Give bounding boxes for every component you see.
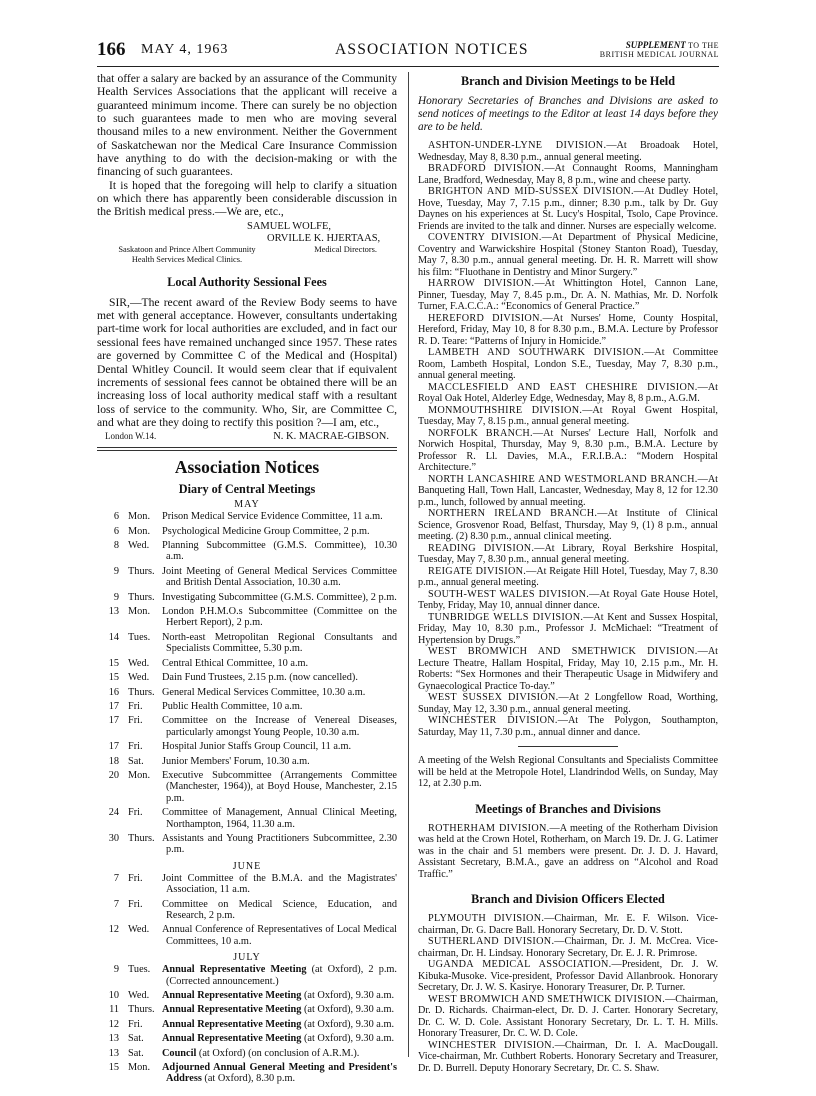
meeting-report-name: ROTHERHAM DIVISION. [428,822,550,834]
letter2-heading: Local Authority Sessional Fees [167,274,327,289]
meeting-event [162,964,397,990]
meeting-row [97,964,397,990]
branch-meeting-name: SOUTH-WEST WALES DIVISION. [428,588,590,600]
meeting-weekday: Thurs. [128,832,155,844]
meeting-event: Committee on the Increase of Venereal Diseases, particularly amongst Young People, 10.30 a.m. [162,715,397,738]
meeting-weekday: Thurs. [128,565,155,577]
meeting-weekday: Mon. [128,769,151,781]
meeting-row [97,672,397,686]
meeting-row [97,606,397,632]
meeting-event: General Medical Services Committee, 10.30 a.m. [162,686,366,698]
branch-meeting-name: READING DIVISION. [428,542,535,554]
meeting-event [162,990,397,1004]
meeting-weekday: Wed. [128,657,150,669]
letter2-body: SIR,—The recent award of the Review Body seems to have met with general acceptance. However, consultants undertaking part-time work for local authorities are excluded, and in fact our sessional fees have remained unchanged since 1957. These rates are governed by Committee C of the Medical and (Hospital) Dental Whitley Council. It would seem clear that if equivalent increments of sessional fees cannot be obtained there will be an increasing loss of local authority medical staff with a resultant loss of service to the community. Who, Sir, are Committee C, and what are they doing to rectify this position ?—I am, etc., [97,295,397,429]
branch-meeting [418,347,718,382]
meeting-row [97,1033,397,1047]
meeting-event: Joint Committee of the B.M.A. and the Magistrates' Association, 11 a.m. [162,872,397,896]
branch-meeting-name: LAMBETH AND SOUTHWARK DIVISION. [428,347,645,358]
meeting-weekday: Thurs. [128,591,155,603]
meeting-day: 8 [113,540,119,552]
branch-meetings-heading: Branch and Division Meetings to be Held [461,74,675,88]
meeting-event: Prison Medical Service Evidence Committee, 11 a.m. [162,511,383,523]
meeting-row [97,807,397,833]
meeting-event-detail: (at Oxford), 9.30 a.m. [301,1004,395,1016]
officers-entry [418,913,718,936]
meeting-weekday: Mon. [128,1062,151,1074]
officers-entry [418,936,718,959]
branch-meeting [418,474,718,509]
meeting-day: 15 [108,672,119,684]
meeting-event [162,1033,397,1047]
meeting-day: 7 [113,898,119,910]
meeting-row [97,701,397,715]
meeting-day: 11 [109,1004,119,1016]
short-rule [518,746,618,747]
affiliation-line-1: Saskatoon and Prince Albert Community [118,244,256,254]
affiliation-line-2: Health Services Medical Clinics. [131,254,243,264]
meeting-weekday: Tues. [128,964,151,976]
right-column [418,72,718,1074]
meeting-day: 16 [108,686,119,698]
meeting-row [97,990,397,1004]
meeting-event-detail: (at Oxford), 9.30 a.m. [301,990,395,1002]
meeting-event: Executive Subcommittee (Arrangements Committee (Manchester, 1964)), at Boyd House, Manchester, 2.15 p.m. [162,769,397,804]
affiliation-block [97,245,397,265]
meeting-weekday: Sat. [128,1033,144,1045]
meeting-day: 17 [108,741,119,753]
branch-meeting [418,186,718,232]
meeting-event: Investigating Subcommittee (G.M.S. Committee), 2 p.m. [162,591,397,603]
meeting-row [97,924,397,950]
meeting-day: 10 [108,990,119,1002]
june-meetings-table [97,873,397,950]
officers-entry [418,994,718,1040]
branch-meeting-name: WEST SUSSEX DIVISION. [428,692,559,703]
welsh-notice: A meeting of the Welsh Regional Consultants and Specialists Committee will be held at the Metropole Hotel, Llandrindod Wells, on Sunday, May 12, at 2.30 p.m. [418,755,718,789]
letter2-place: London W.14. [105,431,157,442]
branch-meeting-text: —At Royal Gate House Hotel, Tenby, Friday, May 10, annual dinner dance. [418,588,718,611]
signer-1: SAMUEL WOLFE, [247,220,331,232]
branch-meeting [418,140,718,163]
month-july: JULY [233,952,261,964]
page-header [97,40,719,67]
diary-heading: Diary of Central Meetings [178,482,316,497]
branch-meeting-text: —At Institute of Clinical Science, Grosvenor Road, Belfast, Thursday, May 9, (1) 8 p.m., annual meeting. (2) 8.30 p.m., annual clinical meeting. [418,508,718,542]
meeting-weekday: Mon. [128,606,151,618]
officers-entry-text: —Chairman, Mr. E. F. Wilson. Vice-chairman, Dr. G. Dacre Ball. Honorary Secretary, Dr. D. V. Stott. [418,913,719,936]
letter2-signer: N. K. MACRAE-GIBSON. [273,431,389,443]
meeting-event-bold: Annual Representative Meeting [162,990,302,1002]
journal-name: BRITISH MEDICAL JOURNAL [599,50,719,59]
meeting-day: 14 [108,631,119,643]
branch-meeting-name: HARROW DIVISION. [428,278,535,289]
meeting-row [97,899,397,925]
meeting-event: Dain Fund Trustees, 2.15 p.m. (now cancelled). [162,672,358,684]
officers-heading: Branch and Division Officers Elected [471,892,665,906]
meeting-day: 13 [108,606,119,618]
meeting-day: 13 [108,1033,119,1045]
meeting-event-detail: (at Oxford), 8.30 p.m. [201,1073,296,1085]
meeting-day: 7 [113,872,119,884]
letter1-para1: that offer a salary are backed by an assurance of the Community Health Services Associations that the applicant will receive a guaranteed minimum income. There can surely be no objection to such guarantees made to men who are moving several thousand miles to a new environment. Neither the Government of Saskatchewan nor the Medical Care Insurance Commission have anything to do with the decision-making or with the financing of such guarantees. [97,72,397,179]
meeting-row [97,1019,397,1033]
divider [97,447,397,451]
meeting-row [97,770,397,807]
branch-meeting-text: —At Whittington Hotel, Cannon Lane, Pinner, Tuesday, May 7, 8.45 p.m., Dr. A. N. Mathias, Mr. D. Norfolk Turner, F.A.C.C.A.: “Economics of General Practice.” [418,278,718,312]
branch-meeting-text: —At Nurses' Lecture Hall, Norfolk and Norwich Hospital, Thursday, May 9, 8.30 p.m., B.M.A. Lecture by Professor R. Ll. Davies, M.A., F.R.I.B.A.: “Modern Hospital Architecture.” [418,427,718,473]
meeting-row [97,1048,397,1062]
meeting-weekday: Wed. [128,990,150,1002]
branch-meeting-name: NORTH LANCASHIRE AND WESTMORLAND BRANCH. [428,473,698,485]
branch-meeting-text: —At The Polygon, Southampton, Saturday, May 11, 7.30 p.m., annual dinner and dance. [418,715,718,738]
branch-meeting [418,313,718,348]
letter1-para2: It is hoped that the foregoing will help to clarify a situation on which there has apparently been considerable discussion in the British medical press.—We are, etc., [97,178,397,219]
branch-meeting-text: —At Department of Physical Medicine, Coventry and Warwickshire Hospital (Stoney Stanton Road), Tuesday, May 7, 8.30 p.m., annual general meeting. Dr. H. R. Marrett will show his film: “Fluothane in Dentistry and Minor Surgery.” [418,232,718,278]
meeting-weekday: Tues. [128,631,151,643]
meeting-day: 12 [108,1018,119,1030]
branch-meetings-intro: Honorary Secretaries of Branches and Divisions are asked to send notices of meetings to the Editor at least 14 days before they are to be held. [418,95,718,133]
meeting-row [97,756,397,770]
meeting-row [97,1062,397,1088]
meeting-row [97,715,397,741]
journal-supplement-label [600,41,719,59]
meeting-day: 15 [108,657,119,669]
officers-entry-name: WEST BROMWICH AND SMETHWICK DIVISION. [428,993,666,1005]
branch-meeting-name: WINCHESTER DIVISION. [428,715,558,726]
branch-meeting-name: NORTHERN IRELAND BRANCH. [428,508,598,519]
association-notices-heading: Association Notices [174,457,320,478]
meeting-row [97,873,397,899]
branch-meeting-text: —At Committee Room, Lambeth Hospital, London S.E., Tuesday, May 7, 8.30 p.m., annual general meeting. [418,347,718,381]
meeting-event-bold: Annual Representative Meeting [162,1018,302,1030]
branch-meeting [418,566,718,589]
branch-meeting [418,589,718,612]
meeting-row [97,526,397,540]
meeting-day: 30 [108,832,119,844]
meeting-day: 15 [108,1062,119,1074]
meeting-event: Planning Subcommittee (G.M.S. Committee), 10.30 a.m. [162,540,397,563]
meeting-day: 6 [113,511,119,523]
branch-meeting-name: COVENTRY DIVISION. [428,232,542,243]
may-meetings-table [97,511,397,859]
meeting-event: Assistants and Young Practitioners Subcommittee, 2.30 p.m. [162,832,397,856]
meeting-row [97,592,397,606]
meeting-report-text: —A meeting of the Rotherham Division was held at the Crown Hotel, Rotherham, on March 19. Dr. J. G. Latimer was in the chair and 51 members were present. Dr. J. D. J. Havard, Assistant Secretary, B.M.A., gave an address on “Alcohol and Road Traffic.” [418,822,719,880]
supplement-word: SUPPLEMENT [625,40,686,50]
branch-meeting-name: ASHTON-UNDER-LYNE DIVISION. [428,140,607,151]
meetings-held-heading: Meetings of Branches and Divisions [475,801,661,816]
branch-meeting-text: —At Library, Royal Berkshire Hospital, Tuesday, May 7, 8.30 p.m., annual general meeting. [418,542,718,565]
officers-entry-name: SUTHERLAND DIVISION. [428,936,555,947]
officers-entry-name: PLYMOUTH DIVISION. [428,913,545,924]
meeting-weekday: Thurs. [128,686,155,698]
meeting-row [97,632,397,658]
meeting-event [162,1019,397,1033]
meeting-row [97,687,397,701]
meeting-event-detail: (at Oxford), 9.30 a.m. [301,1018,395,1030]
meeting-event [162,1048,397,1062]
meeting-row [97,741,397,755]
meeting-event: Hospital Junior Staffs Group Council, 11 a.m. [162,741,352,753]
meeting-weekday: Sat. [128,755,144,767]
branch-meeting-name: NORFOLK BRANCH. [428,427,533,439]
meeting-weekday: Fri. [128,715,143,727]
letter2-signature [97,431,397,443]
branch-meeting-name: MONMOUTHSHIRE DIVISION. [428,404,583,416]
branch-meeting-name: TUNBRIDGE WELLS DIVISION. [428,611,584,623]
officers-entry-name: UGANDA MEDICAL ASSOCIATION. [428,959,612,970]
officers-entry-text: —Chairman, Dr. D. Richards. Chairman-elect, Dr. D. J. Carter. Honorary Secretary, Dr. C. W. D. Cole. Assistant Honorary Secretary, Dr. L. T. H. Mills. Honorary Treasurer, Dr. C. W. D. Cole. [418,993,718,1039]
meeting-weekday: Fri. [128,700,143,712]
meeting-event-bold: Annual Representative Meeting [162,964,307,976]
branch-meeting-text: —At Connaught Rooms, Manningham Lane, Bradford, Wednesday, May 8, 8 p.m., wine and cheese party. [418,163,719,186]
meeting-row [97,833,397,859]
branch-meeting-name: MACCLESFIELD AND EAST CHESHIRE DIVISION. [428,381,698,393]
branch-meeting [418,646,718,692]
meeting-report [418,823,718,881]
meeting-event-bold: Council [162,1047,197,1059]
meeting-row [97,1004,397,1018]
month-june: JUNE [232,860,262,872]
branch-meetings-list [418,140,718,738]
branch-meeting [418,382,718,405]
branch-meeting [418,428,718,474]
meetings-held-list [418,823,718,881]
meeting-day: 24 [108,807,119,819]
meeting-event [162,1004,397,1018]
meeting-weekday: Mon. [128,525,151,537]
meeting-weekday: Wed. [128,540,150,552]
branch-meeting [418,715,718,738]
meeting-event-bold: Adjourned Annual General Meeting and President's Address [162,1062,397,1085]
branch-meeting [418,692,718,715]
branch-meeting-name: BRADFORD DIVISION. [428,163,545,174]
meeting-event: Central Ethical Committee, 10 a.m. [162,657,309,669]
column-divider [408,72,409,1057]
meeting-day: 18 [108,755,119,767]
meeting-weekday: Mon. [128,511,151,523]
officers-entry-name: WINCHESTER DIVISION. [428,1039,555,1051]
officers-entry [418,1040,718,1075]
branch-meeting [418,508,718,543]
issue-date: MAY 4, 1963 [141,42,229,57]
branch-meeting-name: WEST BROMWICH AND SMETHWICK DIVISION. [428,646,698,657]
branch-meeting-text: —At Dudley Hotel, Hove, Tuesday, May 7, 7.15 p.m., dinner; 8.30 p.m., talk by Dr. Guy Daynes on his experiences at St. Lucy's Hospital, Tsolo, Cape Province. Friends are invited to the talk and dinner. Nurses are especially welcome. [418,186,718,232]
meeting-weekday: Thurs. [128,1004,155,1016]
meeting-day: 12 [108,924,119,936]
meeting-event: Committee of Management, Annual Clinical Meeting, Northampton, 1964, 11.30 a.m. [162,807,397,830]
branch-meeting [418,543,718,566]
meeting-day: 9 [113,565,119,577]
meeting-event: Annual Conference of Representatives of Local Medical Committees, 10 a.m. [162,924,397,947]
meeting-weekday: Sat. [128,1047,144,1059]
meeting-weekday: Wed. [128,924,150,936]
meeting-event: Psychological Medicine Group Committee, 2 p.m. [162,525,370,537]
meeting-event-detail: (at Oxford), 2 p.m. (Corrected announcement.) [166,964,397,987]
branch-meeting-name: BRIGHTON AND MID-SUSSEX DIVISION. [428,186,634,197]
meeting-event-detail: (at Oxford), 9.30 a.m. [301,1033,395,1045]
left-column [97,72,397,1088]
branch-meeting-text: —At Banqueting Hall, Town Hall, Lancaster, Wednesday, May 8, 12 for 12.30 p.m., lunch, followed by annual meeting. [418,473,718,508]
branch-meeting-text: —At Kent and Sussex Hospital, Friday, May 10, 8.30 p.m., Professor J. McMichael: “Treatment of Hypertension by Drugs.” [418,611,718,646]
meeting-event [162,1062,397,1088]
meeting-row [97,658,397,672]
branch-meeting [418,278,718,313]
meeting-weekday: Fri. [128,872,143,884]
section-title: ASSOCIATION NOTICES [335,41,529,58]
meeting-event-bold: Annual Representative Meeting [162,1033,302,1045]
meeting-event: North-east Metropolitan Regional Consultants and Specialists Committee, 5.30 p.m. [162,631,397,655]
meeting-event: London P.H.M.O.s Subcommittee (Committee on the Herbert Report), 2 p.m. [162,606,397,629]
meeting-event: Junior Members' Forum, 10.30 a.m. [162,755,310,767]
meeting-event-bold: Annual Representative Meeting [162,1004,302,1016]
branch-meeting-text: —At Broadoak Hotel, Wednesday, May 8, 8.30 p.m., annual general meeting. [418,140,718,163]
july-meetings-table [97,964,397,1088]
meeting-weekday: Fri. [128,807,143,819]
meeting-day: 13 [108,1047,119,1059]
meeting-event-detail: (at Oxford) (on conclusion of A.R.M.). [196,1047,360,1059]
branch-meeting [418,163,718,186]
meeting-row [97,566,397,592]
meeting-day: 20 [108,769,119,781]
meeting-day: 6 [113,525,119,537]
letter1-signature [97,221,397,265]
meeting-weekday: Wed. [128,672,150,684]
branch-meeting-text: —At Lecture Theatre, Hallam Hospital, Friday, May 10, 2.15 p.m., Mr. H. Roberts: “Sex Hormones and their Therapeutic Usage in Midwifery and Gynaecological Practice To-day.” [418,646,718,692]
meeting-day: 17 [108,715,119,727]
branch-meeting [418,405,718,428]
meeting-event: Joint Meeting of General Medical Services Committee and British Dental Association, 10.30 a.m. [162,565,397,589]
role: Medical Directors. [314,244,377,254]
branch-meeting-name: REIGATE DIVISION. [428,565,527,577]
meeting-weekday: Fri. [128,898,143,910]
meeting-row [97,511,397,525]
officers-entry-text: —Chairman, Dr. I. A. MacDougall. Vice-chairman, Mr. Cuthbert Roberts. Honorary Secretary and Treasurer, Dr. D. Burrell. Deputy Honorary Secretary, Dr. C. S. Shaw. [418,1039,718,1074]
page-number: 166 [97,39,126,60]
signer-2: ORVILLE K. HJERTAAS, [267,232,381,244]
meeting-weekday: Fri. [128,741,143,753]
meeting-weekday: Fri. [128,1018,143,1030]
meeting-event: Public Health Committee, 10 a.m. [162,700,303,712]
officers-entry [418,959,718,994]
branch-meeting [418,612,718,647]
branch-meeting [418,232,718,278]
meeting-day: 9 [113,964,119,976]
branch-meeting-text: —At Reigate Hill Hotel, Tuesday, May 7, 8.30 p.m., annual general meeting. [418,565,718,588]
branch-meeting-name: HEREFORD DIVISION. [428,312,543,324]
meeting-row [97,540,397,566]
branch-meeting-text: —At Royal Gwent Hospital, Tuesday, May 7, 8.15 p.m., annual general meeting. [418,404,718,427]
affiliation [97,245,277,265]
branch-meeting-text: —At Nurses' Home, County Hospital, Hereford, Friday, May 10, 8 for 8.30 p.m., B.M.A. Lecture by Professor R. D. Teare: “Patterns of Injury in Homicide.” [418,312,718,347]
meeting-event: Committee on Medical Science, Education, and Research, 2 p.m. [162,898,397,921]
branch-meeting-text: —At 2 Longfellow Road, Worthing, Sunday, May 12, 3.30 p.m., annual general meeting. [418,692,718,715]
officers-list [418,913,718,1074]
supplement-to: TO THE [688,41,719,50]
month-may: MAY [234,499,260,511]
meeting-day: 9 [113,591,119,603]
officers-entry-text: —President, Dr. J. W. Kibuka-Musoke. Vice-president, Professor David Allanbrook. Honorary Secretary, Dr. J. W. S. Kasirye. Honorary Treasurer, Dr. P. Turner. [418,959,718,993]
meeting-day: 17 [108,700,119,712]
branch-meeting-text: —At Royal Oak Hotel, Alderley Edge, Wednesday, May 8, 8 p.m., A.G.M. [418,381,718,404]
officers-entry-text: —Chairman, Dr. J. M. McCrea. Vice-chairman, Dr. H. Lindsay. Honorary Secretary, Dr. E. J. R. Primrose. [418,936,718,959]
